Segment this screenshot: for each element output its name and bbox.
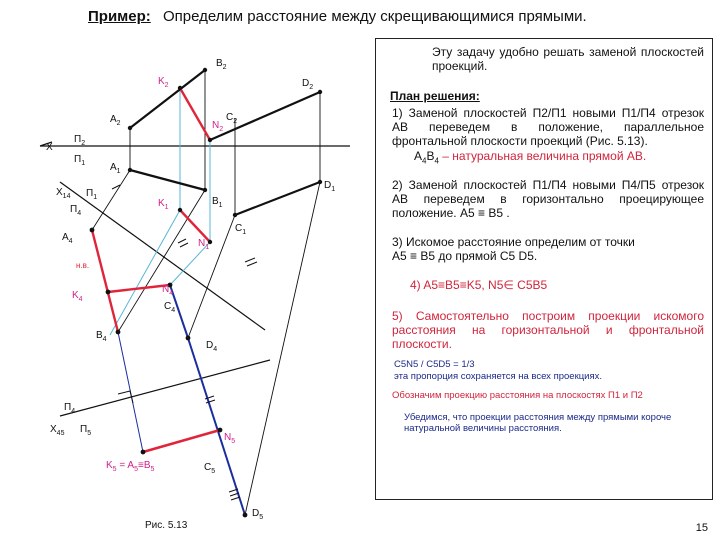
- label-d1: $D_1$: [324, 180, 336, 193]
- step-1: 1) Заменой плоскостей П2/П1 новыми П1/П4 отрезок АВ переведем в положение, параллельное фронтальной плоскости проекций (Рис. 5.13).: [392, 106, 704, 148]
- page-number: 15: [695, 522, 708, 534]
- label-b2: $B_2$: [216, 58, 227, 71]
- label-x14: $X_{14}$: [56, 187, 71, 200]
- label-d2: $D_2$: [302, 78, 314, 91]
- label-a2: $A_2$: [110, 114, 121, 127]
- label-p4-lower: $П_4$: [64, 402, 76, 415]
- distance-k5n5: [143, 430, 220, 452]
- step-4: 4) A5≡B5≡K5, N5∈ C5B5: [410, 278, 548, 292]
- label-k4: $K_4$: [72, 290, 83, 303]
- label-b4: $B_4$: [96, 330, 107, 343]
- label-c2: $C_2$: [226, 112, 238, 125]
- segment-a2b2: [130, 70, 205, 128]
- label-k2: $K_2$: [158, 76, 169, 89]
- label-n5: $N_5$: [224, 432, 236, 445]
- ratio-note: эта пропорция сохраняется на всех проекциях.: [394, 371, 603, 382]
- step-3-end: A5 ≡ B5 до прямой C5 D5.: [392, 249, 538, 263]
- distance-k2n2: [180, 88, 210, 140]
- segment-c5d5: [188, 338, 245, 515]
- axis-x45: [60, 360, 270, 416]
- solution-panel: [375, 38, 713, 500]
- label-n4: $N_4$: [162, 284, 174, 297]
- label-natural-size: н.в.: [76, 261, 90, 270]
- step-2: 2) Заменой плоскостей П1/П4 новыми П4/П5 отрезок АВ переведем в горизонтально проецирующее положение. A5 ≡ B5 .: [392, 178, 704, 220]
- label-d4: $D_4$: [206, 340, 218, 353]
- label-p2: $П_2$: [74, 134, 86, 147]
- ratio-formula: C5N5 / C5D5 = 1/3: [394, 359, 475, 370]
- label-p1: $П_1$: [74, 154, 86, 167]
- label-d5: $D_5$: [252, 508, 264, 521]
- distance-k4n4: [108, 285, 170, 292]
- intro-text: Эту задачу удобно решать заменой плоскостей проекций.: [432, 45, 704, 73]
- label-a4: $A_4$: [62, 232, 73, 245]
- label-x45: $X_{45}$: [50, 424, 65, 437]
- step-3: 3) Искомое расстояние определим от точки: [392, 235, 635, 249]
- step-1-note: $A_4B_4$ – натуральная величина прямой АВ.: [414, 149, 647, 166]
- label-c4: $C_4$: [164, 301, 176, 314]
- connection-lines: [92, 70, 320, 515]
- label-k5-a5-b5: $K_5 = A_5\equiv B_5$: [106, 460, 155, 473]
- step-5: 5) Самостоятельно построим проекции искомого расстояния на горизонтальной и фронтальной плоскости.: [392, 309, 704, 351]
- example-label: Пример:: [88, 8, 151, 25]
- label-c5: $C_5$: [204, 462, 216, 475]
- label-p1-upper: $П_1$: [86, 188, 98, 201]
- step-2-result: A5 ≡ B5 .: [459, 206, 510, 220]
- label-c1: $C_1$: [235, 223, 247, 236]
- segment-c1d1: [235, 182, 320, 215]
- designate-note: Обозначим проекцию расстояния на плоскостях П1 и П2: [392, 390, 643, 401]
- slide-title: Определим расстояние между скрещивающимися прямыми.: [162, 8, 587, 25]
- label-p4: $П_4$: [70, 204, 82, 217]
- label-k1: $K_1$: [158, 198, 169, 211]
- distance-k1n1: [180, 210, 210, 242]
- verify-note: Убедимся, что проекции расстояния между прямыми короче натуральной величины расстояния.: [404, 412, 672, 434]
- plan-title: План решения:: [390, 89, 480, 103]
- segment-a1b1: [130, 170, 205, 190]
- label-n1: $N_1$: [198, 238, 210, 251]
- label-n2: $N_2$: [212, 120, 224, 133]
- label-x12: X: [46, 142, 53, 153]
- label-a1: $A_1$: [110, 162, 121, 175]
- segment-a4b4: [92, 230, 118, 332]
- label-b1: $B_1$: [212, 196, 223, 209]
- label-p5: $П_5$: [80, 424, 92, 437]
- figure-caption: Рис. 5.13: [145, 520, 188, 531]
- projection-lines: [110, 88, 210, 335]
